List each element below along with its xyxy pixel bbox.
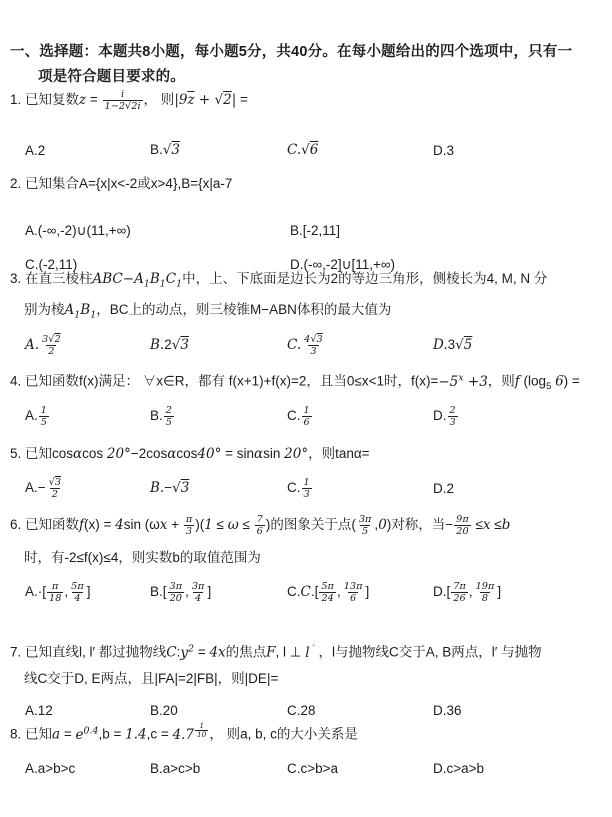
question-4-option-d: D. $\frac{2}{3}$ [433,404,456,429]
question-3-option-b: B.2√3 [150,337,189,354]
question-5-option-a: A.− $\frac{√3}{2}$ [25,476,62,500]
header-line2: 项是符合题目要求的。 [38,69,185,85]
question-5-stem: 5. 已知cosαcos 20°−2cosαcos40° = sinαsin 20°，则tanα= [10,446,370,462]
question-6-stem: 6. 已知函数f(x) = 4sin (ωx + $\frac{\pi}{3}$ )(1 ≤ ω ≤ $\frac{7}{6}$ )的图象关于点( $\frac{3\pi}{5}$ ,0)对称，当− $\frac{9\pi}{20}$ ≤x ≤b [10,513,511,537]
question-1-option-c: C.√6 [287,142,319,159]
question-4-option-a: A. $\frac{1}{5}$ [25,404,47,429]
question-6-option-b: B.[ $\frac{3\pi}{20}$ , $\frac{3\pi}{4}$ ] [150,580,212,605]
question-6-options [10,580,606,604]
question-8-option-a: A.a>b>c [25,760,76,776]
question-7 [10,636,606,724]
question-6-option-a: A.·[ $\frac{\pi}{18}$ , $\frac{5\pi}{4}$ ] [25,580,91,605]
question-4 [10,366,606,428]
question-6-option-d: D.[ $\frac{7\pi}{26}$ , $\frac{19\pi}{8}$ ] [433,580,502,605]
question-3-stem-line2: 别为棱$A_1B_1$，BC上的动点，则三棱锥M−ABN体积的最大值为 [24,301,392,321]
question-6 [10,513,606,604]
question-4-options [10,404,606,428]
question-2-option-a: A.(-∞,-2)∪(11,+∞) [25,223,131,238]
question-8-option-b: B.a>c>b [150,760,201,776]
question-5-option-b: B.−√3 [150,480,190,497]
question-1-option-a: A.2 [25,142,46,158]
question-4-stem: 4. 已知函数f(x)满足： ∀x∈R，都有 f(x+1)+f(x)=2，且当0≤x<1时，$f(x)=-5^x +3$，则f ($\log_5$ 6) = [10,372,580,393]
question-8-stem: 8. 已知$a = e^{0.4},b = 1.4,c = 4.7$ $^{\frac{1}{10}}$ ， 则a, b, c的大小关系是 [10,720,358,743]
question-7-option-b: B.20 [150,702,178,718]
question-8 [10,719,606,780]
question-3-stem: 3. 在直三棱柱$ABC-A_1B_1C_1$中，上、下底面是边长为2的等边三角形，侧棱长为4, M, N 分 [10,271,548,290]
question-2-stem: 2. 已知集合A={x|x<-2或x>4},B={x|a-7 [10,176,233,191]
question-5-option-d: D.2 [433,480,455,496]
question-8-option-d: D.c>a>b [433,760,485,776]
question-1-options [10,138,606,162]
question-5-option-c: C. $\frac{1}{3}$ [287,476,310,500]
question-3-option-d: D.3√5 [433,337,473,354]
question-3-options [10,332,606,358]
header-line1: 一、选择题：本题共8小题，每小题5分，共40分。在每小题给出的四个选项中，只有一 [10,44,573,60]
question-6-option-c: C.C.[ $\frac{5\pi}{24}$ , $\frac{13\pi}{6}$ ] [287,580,370,605]
question-5-options [10,476,606,500]
question-2 [10,172,606,276]
question-1-option-d: D.3 [433,142,455,158]
question-3 [10,266,606,358]
question-5 [10,442,606,500]
question-1 [10,88,606,162]
question-8-options [10,757,606,780]
question-1-stem: 1. 已知复数z = $\frac{i}{1-2√2i}$ ， 则$|9\overline{z} + √2|$ = [10,88,248,112]
section-header [10,40,604,90]
question-7-stem-line2: 线C交于D, E两点，且|FA|=2|FB|，则|DE|= [24,670,279,686]
question-7-option-a: A.12 [25,702,53,718]
question-2-option-c: C.(-2,11) [25,257,78,272]
question-8-option-c: C.c>b>a [287,760,339,776]
question-1-option-b: B.√3 [150,142,180,159]
question-2-option-d: D.(-∞,-2]∪[11,+∞) [290,257,396,272]
question-4-option-c: C. $\frac{1}{6}$ [287,404,310,429]
question-7-option-d: D.36 [433,702,462,718]
question-4-option-b: B. $\frac{2}{5}$ [150,404,172,429]
question-3-option-c: C. $\frac{4√3}{3}$ [287,334,323,358]
question-7-stem: 7. 已知直线l, l′ 都过抛物线$C:y^2 = 4x$的焦点F, l ⊥ l ′ ，l与抛物线C交于A, B两点，l′ 与抛物 [10,643,542,661]
question-7-option-c: C.28 [287,702,316,718]
question-3-option-a: A. $\frac{3√2}{2}$ [25,334,61,358]
question-2-option-b: B.[-2,11] [290,223,341,238]
question-6-stem-line2: 时，有-2≤f(x)≤4，则实数b的取值范围为 [24,550,261,566]
